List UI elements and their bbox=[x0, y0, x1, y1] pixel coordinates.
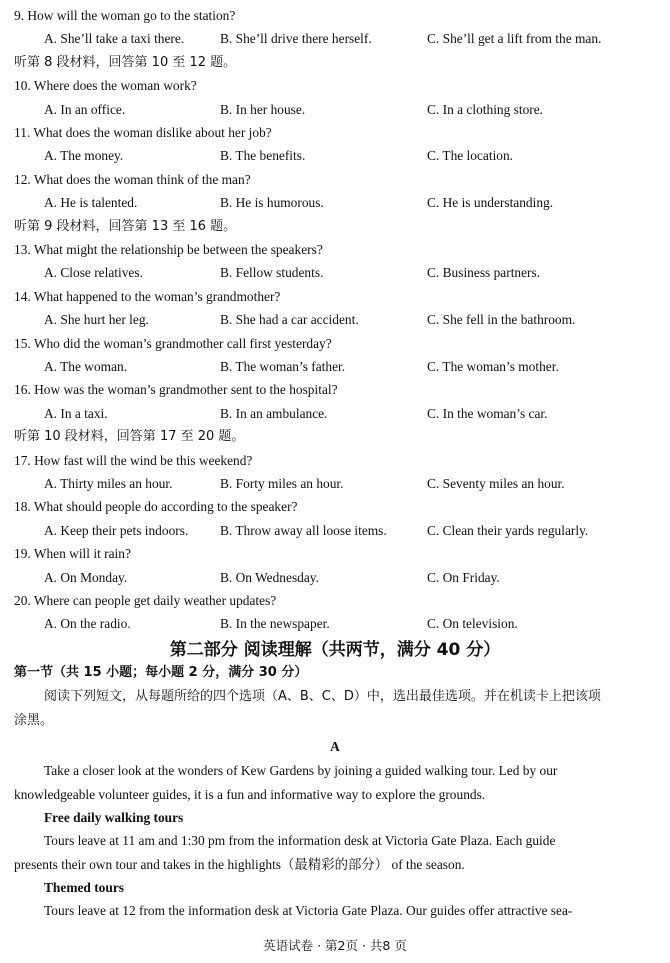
option-a: A. Thirty miles an hour. bbox=[44, 476, 173, 491]
options-row bbox=[0, 475, 670, 493]
options-row bbox=[0, 405, 670, 423]
option-b: B. In an ambulance. bbox=[220, 405, 328, 421]
option-c: C. Seventy miles an hour. bbox=[427, 476, 565, 491]
listening-section-heading: 听第 8 段材料，回答第 10 至 12 题。 bbox=[14, 54, 237, 70]
options-row bbox=[0, 569, 670, 587]
option-c: C. Business partners. bbox=[427, 265, 541, 281]
option-b: B. She’ll drive there herself. bbox=[220, 31, 372, 47]
options-row bbox=[0, 194, 670, 212]
question-stem: 18. What should people do according to the speaker? bbox=[14, 499, 298, 515]
option-a: A. The money. bbox=[44, 148, 124, 164]
question-stem: 15. Who did the woman’s grandmother call first yesterday? bbox=[14, 335, 332, 351]
passage-p1-line2: knowledgeable volunteer guides, it is a fun and informative way to explore the grounds. bbox=[14, 787, 486, 802]
question-stem: 20. Where can people get daily weather updates? bbox=[14, 593, 277, 608]
option-b: B. Throw away all loose items. bbox=[220, 522, 387, 538]
option-c: C. The location. bbox=[427, 148, 514, 164]
option-b: B. In her house. bbox=[220, 101, 306, 117]
question-stem: 11. What does the woman dislike about her job? bbox=[14, 125, 272, 140]
question-stem: 14. What happened to the woman’s grandmother? bbox=[14, 288, 281, 304]
instruction-line-2: 涂黑。 bbox=[14, 713, 54, 728]
option-c: C. She fell in the bathroom. bbox=[427, 312, 576, 328]
option-a: A. She’ll take a taxi there. bbox=[44, 31, 185, 47]
options-row bbox=[0, 522, 670, 540]
option-c: C. On television. bbox=[427, 616, 518, 632]
passage-label: A bbox=[330, 739, 340, 754]
option-b: B. He is humorous. bbox=[220, 195, 324, 211]
option-b: B. The woman’s father. bbox=[220, 359, 346, 374]
option-c: C. On Friday. bbox=[427, 569, 500, 585]
listening-section-heading: 听第 9 段材料，回答第 13 至 16 题。 bbox=[14, 218, 237, 234]
passage-p2-line2: presents their own tour and takes in the highlights（最精彩的部分） of the season. bbox=[14, 857, 465, 872]
option-a: A. In an office. bbox=[44, 101, 126, 117]
question-stem: 17. How fast will the wind be this weekend? bbox=[14, 452, 253, 468]
question-stem: 12. What does the woman think of the man? bbox=[14, 171, 251, 187]
page-footer: 英语试卷 · 第2页 · 共8 页 bbox=[263, 938, 407, 953]
options-row bbox=[0, 264, 670, 282]
question-stem: 10. Where does the woman work? bbox=[14, 78, 197, 94]
option-a: A. In a taxi. bbox=[44, 405, 108, 421]
option-a: A. She hurt her leg. bbox=[44, 312, 149, 328]
option-c: C. In a clothing store. bbox=[427, 101, 544, 117]
listening-section-heading: 听第 10 段材料，回答第 17 至 20 题。 bbox=[14, 429, 245, 445]
option-c: C. In the woman’s car. bbox=[427, 405, 548, 421]
options-row bbox=[0, 358, 670, 376]
option-b: B. Fellow students. bbox=[220, 265, 324, 281]
question-stem: 19. When will it rain? bbox=[14, 546, 131, 562]
options-row bbox=[0, 30, 670, 48]
options-row bbox=[0, 101, 670, 119]
option-c: C. He is understanding. bbox=[427, 195, 554, 211]
question-stem: 16. How was the woman’s grandmother sent to the hospital? bbox=[14, 382, 338, 398]
option-a: A. On the radio. bbox=[44, 616, 131, 632]
heading-free-tours: Free daily walking tours bbox=[44, 810, 184, 825]
option-b: B. She had a car accident. bbox=[220, 312, 359, 328]
question-stem: 13. What might the relationship be between the speakers? bbox=[14, 242, 323, 257]
option-c: C. She’ll get a lift from the man. bbox=[427, 31, 602, 47]
option-a: A. He is talented. bbox=[44, 195, 138, 211]
option-c: C. The woman’s mother. bbox=[427, 359, 559, 374]
passage-p3-line1: Tours leave at 12 from the information desk at Victoria Gate Plaza. Our guides offer attractive sea- bbox=[44, 903, 573, 918]
options-row bbox=[0, 311, 670, 329]
option-a: A. Close relatives. bbox=[44, 265, 143, 281]
heading-themed-tours: Themed tours bbox=[44, 880, 124, 895]
option-a: A. The woman. bbox=[44, 359, 128, 374]
passage-p1-line1: Take a closer look at the wonders of Kew Gardens by joining a guided walking tour. Led by our bbox=[44, 763, 558, 778]
part-two-title: 第二部分 阅读理解（共两节，满分 40 分） bbox=[169, 640, 501, 660]
option-a: A. Keep their pets indoors. bbox=[44, 522, 189, 538]
option-b: B. In the newspaper. bbox=[220, 616, 330, 632]
passage-p2-line1: Tours leave at 11 am and 1:30 pm from the information desk at Victoria Gate Plaza. Each guide bbox=[44, 833, 556, 848]
question-stem: 9. How will the woman go to the station? bbox=[14, 8, 236, 23]
option-a: A. On Monday. bbox=[44, 569, 128, 585]
instruction-line-1: 阅读下列短文，从每题所给的四个选项（A、B、C、D）中，选出最佳选项。并在机读卡上把该项 bbox=[44, 689, 601, 704]
option-b: B. Forty miles an hour. bbox=[220, 476, 344, 491]
options-row bbox=[0, 147, 670, 165]
options-row bbox=[0, 615, 670, 633]
option-b: B. On Wednesday. bbox=[220, 569, 319, 585]
option-b: B. The benefits. bbox=[220, 148, 306, 164]
section-one-title: 第一节（共 15 小题；每小题 2 分，满分 30 分） bbox=[14, 665, 308, 680]
option-c: C. Clean their yards regularly. bbox=[427, 522, 589, 538]
